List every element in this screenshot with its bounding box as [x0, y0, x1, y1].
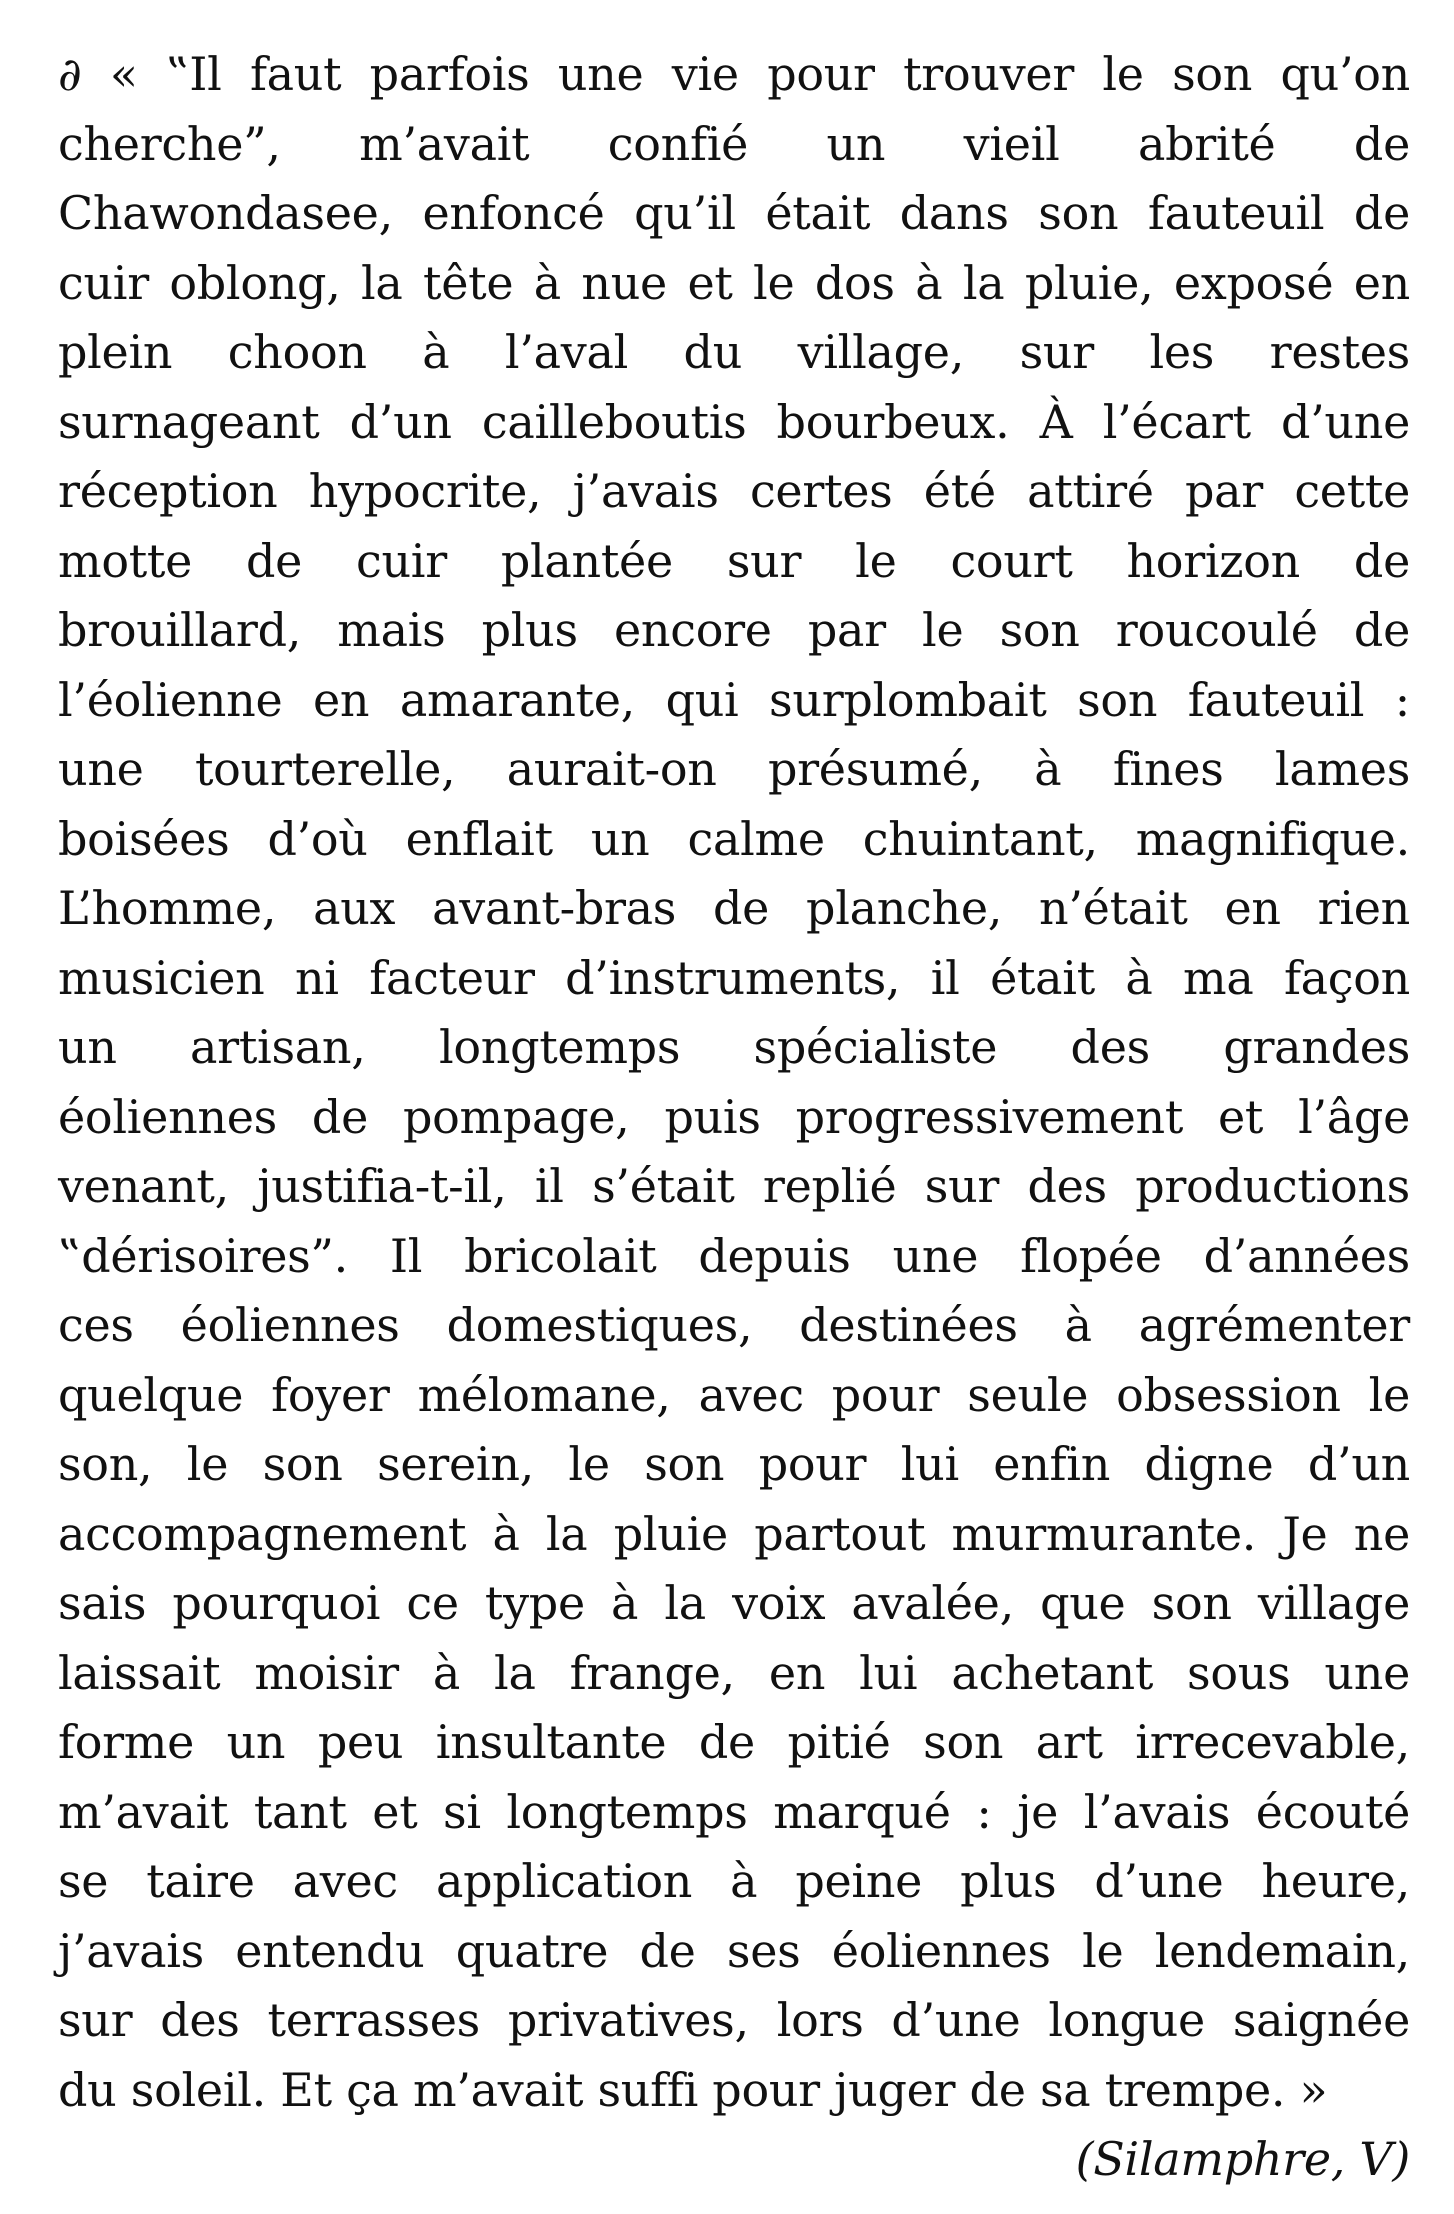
text-line: du soleil. Et ça m’avait suffi pour juger de sa trempe. » — [58, 2062, 1328, 2117]
text-line: quelque foyer mélomane, avec pour seule obsession le — [58, 1367, 1410, 1422]
text-line: surnageant d’un cailleboutis bourbeux. À l’écart d’une — [58, 394, 1410, 449]
text-line: cherche”, m’avait confié un vieil abrité de — [58, 116, 1410, 171]
text-line-content: « ‟Il faut parfois une vie pour trouver le son qu’on — [109, 47, 1410, 101]
text-line: réception hypocrite, j’avais certes été attiré par cette — [58, 464, 1410, 518]
text-line: Chawondasee, enfoncé qu’il était dans son fauteuil de — [58, 186, 1410, 240]
paragraph-symbol: ∂ — [58, 47, 82, 101]
quote-paragraph — [58, 40, 1410, 2125]
text-line: ‟dérisoires”. Il bricolait depuis une flopée d’années — [58, 1228, 1410, 1283]
text-line: laissait moisir à la frange, en lui achetant sous une — [58, 1645, 1410, 1700]
text-line: sur des terrasses privatives, lors d’une longue saignée — [58, 1993, 1410, 2047]
text-line: musicien ni facteur d’instruments, il était à ma façon — [58, 950, 1410, 1005]
text-line: L’homme, aux avant-bras de planche, n’était en rien — [58, 881, 1410, 935]
text-line: une tourterelle, aurait-on présumé, à fines lames — [58, 742, 1410, 796]
text-line: forme un peu insultante de pitié son art irrecevable, — [58, 1715, 1410, 1769]
text-line: boisées d’où enflait un calme chuintant, magnifique. — [58, 811, 1410, 866]
text-line: brouillard, mais plus encore par le son roucoulé de — [58, 603, 1410, 657]
text-line: l’éolienne en amarante, qui surplombait son fauteuil : — [58, 672, 1410, 727]
text-line: plein choon à l’aval du village, sur les restes — [58, 325, 1410, 379]
text-line: son, le son serein, le son pour lui enfin digne d’un — [58, 1437, 1410, 1491]
text-line: accompagnement à la pluie partout murmurante. Je ne — [58, 1506, 1410, 1561]
text-line: j’avais entendu quatre de ses éoliennes le lendemain, — [58, 1923, 1410, 1978]
document-page — [58, 40, 1410, 2195]
text-line: sais pourquoi ce type à la voix avalée, que son village — [58, 1576, 1410, 1630]
text-line: se taire avec application à peine plus d’une heure, — [58, 1854, 1410, 1908]
text-line — [58, 40, 1410, 110]
text-line: ces éoliennes domestiques, destinées à agrémenter — [58, 1298, 1410, 1352]
text-line: éoliennes de pompage, puis progressivement et l’âge — [58, 1089, 1410, 1144]
text-line: cuir oblong, la tête à nue et le dos à la pluie, exposé en — [58, 255, 1410, 310]
attribution: (Silamphre, V) — [1075, 2132, 1410, 2186]
text-line: m’avait tant et si longtemps marqué : je l’avais écouté — [58, 1784, 1410, 1839]
text-line: venant, justifia-t-il, il s’était replié sur des productions — [58, 1159, 1410, 1213]
text-line: motte de cuir plantée sur le court horizon de — [58, 533, 1410, 588]
text-line: un artisan, longtemps spécialiste des grandes — [58, 1020, 1410, 1074]
